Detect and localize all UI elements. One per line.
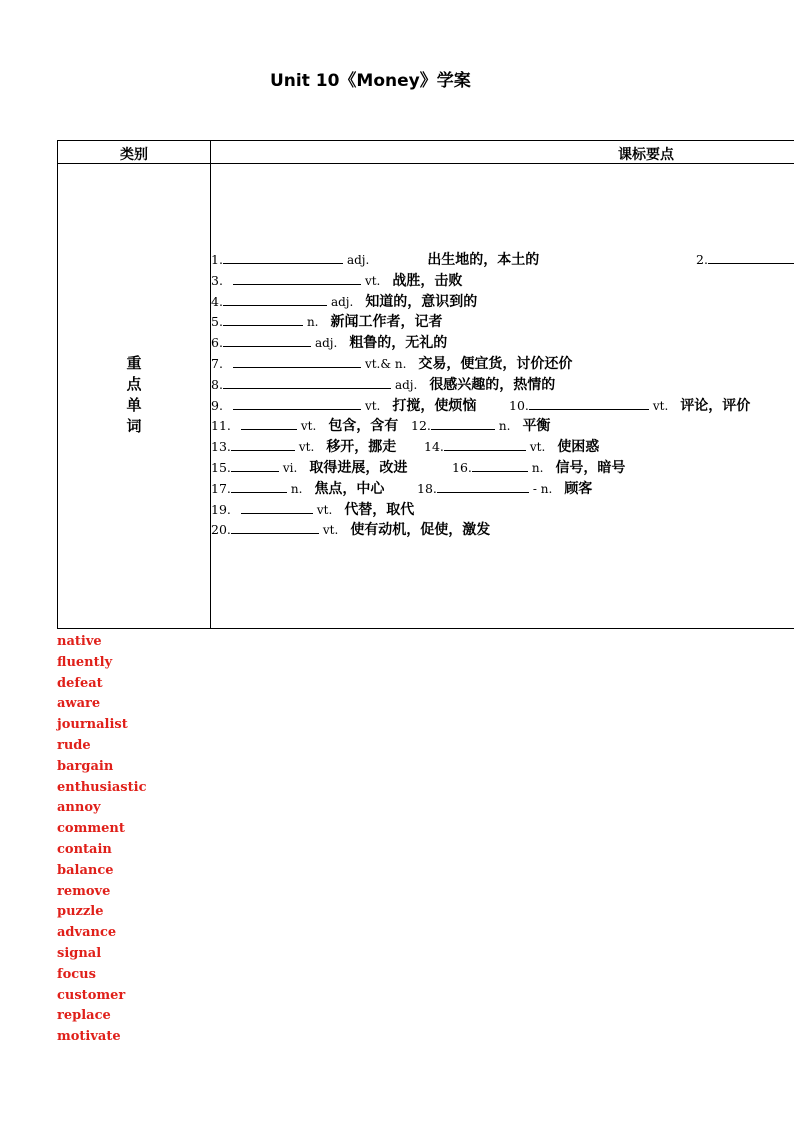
item-number: 1. (211, 252, 223, 267)
chinese-meaning: 包含，含有 (328, 418, 399, 435)
chinese-meaning: 焦点，中心 (314, 480, 385, 497)
vocab-item (211, 519, 490, 540)
vocab-item (696, 249, 794, 270)
answer-blank[interactable] (231, 478, 287, 493)
vocab-item (424, 436, 599, 457)
vocab-item (211, 478, 384, 499)
chinese-meaning: 平衡 (522, 418, 551, 435)
part-of-speech: vt. (322, 523, 339, 538)
item-number: 13. (211, 439, 231, 455)
category-char: 词 (126, 417, 142, 435)
header-category: 类别 (120, 147, 148, 163)
answer-blank[interactable] (241, 499, 313, 514)
chinese-meaning: 顾客 (564, 480, 593, 497)
chinese-meaning: 代替，取代 (344, 501, 415, 518)
answer-word: fluently (57, 654, 113, 670)
page-title: Unit 10《Money》学案 (270, 71, 471, 91)
vocab-item (211, 395, 476, 416)
part-of-speech: vt.& n. (364, 357, 407, 371)
category-char: 单 (126, 396, 142, 414)
vocab-item (452, 457, 625, 478)
answer-blank[interactable] (529, 395, 649, 410)
part-of-speech: vi. (282, 461, 298, 475)
answer-blank[interactable] (223, 332, 311, 347)
part-of-speech: vt. (300, 419, 317, 434)
item-number: 20. (211, 522, 231, 538)
chinese-meaning: 交易，便宜货，讨价还价 (418, 356, 573, 372)
answer-blank[interactable] (431, 415, 495, 430)
vocab-item (211, 374, 555, 395)
answer-word: puzzle (57, 904, 104, 920)
answer-blank[interactable] (233, 395, 361, 410)
answer-word: enthusiastic (57, 779, 147, 795)
vocab-item (211, 436, 396, 457)
item-number: 7. (211, 356, 223, 371)
answer-word: comment (57, 821, 125, 837)
vocab-item (211, 415, 398, 436)
answer-word: contain (57, 841, 112, 857)
answer-word: focus (57, 966, 96, 982)
item-number: 4. (211, 293, 223, 309)
answer-blank[interactable] (223, 291, 327, 306)
chinese-meaning: 使有动机，促使，激发 (350, 522, 491, 539)
part-of-speech: - n. (532, 481, 553, 496)
vocab-item (211, 291, 477, 312)
chinese-meaning: 移开，挪走 (326, 439, 397, 456)
part-of-speech: adj. (330, 294, 354, 309)
chinese-meaning: 粗鲁的，无礼的 (349, 335, 448, 352)
answer-word: motivate (57, 1029, 121, 1045)
item-number: 5. (211, 314, 223, 330)
answer-word: defeat (57, 675, 103, 691)
vocab-item (509, 395, 750, 416)
chinese-meaning: 知道的，意识到的 (365, 293, 478, 310)
answer-word: aware (57, 696, 101, 712)
category-char: 点 (126, 375, 142, 393)
answer-word: annoy (57, 800, 101, 816)
item-number: 12. (411, 418, 431, 434)
vocab-item (211, 353, 572, 374)
answer-blank[interactable] (231, 519, 319, 534)
header-key-points: 课标要点 (618, 147, 674, 163)
item-number: 18. (417, 480, 437, 496)
answer-blank[interactable] (444, 436, 526, 451)
item-number: 19. (211, 501, 231, 517)
vocab-item (211, 499, 414, 520)
part-of-speech: n. (531, 461, 544, 475)
vocab-item (211, 457, 407, 478)
answer-word: customer (57, 987, 126, 1003)
answer-blank[interactable] (472, 457, 528, 472)
answer-blank[interactable] (233, 353, 361, 368)
item-number: 14. (424, 439, 444, 455)
part-of-speech: vt. (298, 440, 315, 455)
answer-key (57, 632, 147, 1048)
answer-blank[interactable] (223, 374, 391, 389)
item-number: 6. (211, 335, 223, 351)
answer-word: signal (57, 945, 102, 961)
chinese-meaning: 出生地的，本土的 (427, 252, 540, 268)
chinese-meaning: 取得进展，改进 (309, 460, 408, 476)
part-of-speech: vt. (364, 273, 381, 288)
item-number: 3. (211, 272, 223, 288)
answer-word: native (57, 634, 102, 649)
item-number: 17. (211, 480, 231, 496)
answer-word: replace (57, 1008, 111, 1024)
chinese-meaning: 战胜，击败 (392, 272, 463, 289)
category-char: 重 (126, 354, 142, 372)
part-of-speech: adj. (346, 253, 370, 267)
answer-word: bargain (57, 758, 114, 774)
part-of-speech: vt. (316, 502, 333, 517)
part-of-speech: n. (290, 481, 303, 496)
item-number: 11. (211, 418, 231, 434)
answer-blank[interactable] (223, 249, 343, 264)
vocab-item (211, 332, 447, 353)
item-number: 9. (211, 397, 223, 413)
answer-blank[interactable] (231, 457, 279, 472)
answer-blank[interactable] (223, 311, 303, 326)
category-key-words (58, 353, 210, 437)
part-of-speech: vt. (529, 440, 546, 455)
item-number: 16. (452, 460, 472, 475)
vocab-item (411, 415, 550, 436)
worksheet-table (57, 140, 794, 629)
vocab-item (211, 311, 442, 332)
part-of-speech: adj. (394, 377, 418, 392)
answer-blank[interactable] (233, 270, 361, 285)
answer-blank[interactable] (437, 478, 529, 493)
answer-word: rude (57, 737, 91, 753)
chinese-meaning: 使困惑 (557, 439, 600, 456)
answer-word: advance (57, 925, 117, 941)
part-of-speech: n. (498, 419, 511, 434)
answer-word: remove (57, 883, 111, 899)
chinese-meaning: 信号，暗号 (555, 460, 626, 476)
answer-word: journalist (57, 717, 128, 733)
vocab-item (417, 478, 592, 499)
vocab-item (211, 249, 539, 270)
chinese-meaning: 新闻工作者，记者 (330, 314, 443, 331)
part-of-speech: adj. (314, 336, 338, 351)
answer-blank[interactable] (231, 436, 295, 451)
item-number: 15. (211, 460, 231, 475)
item-number: 10. (509, 397, 529, 413)
item-number: 8. (211, 376, 223, 392)
part-of-speech: vt. (652, 398, 669, 413)
vocab-item (211, 270, 462, 291)
chinese-meaning: 评论，评价 (680, 397, 751, 414)
part-of-speech: vt. (364, 398, 381, 413)
answer-blank[interactable] (241, 415, 297, 430)
chinese-meaning: 打搅，使烦恼 (392, 397, 477, 414)
answer-blank[interactable] (708, 249, 794, 264)
chinese-meaning: 很感兴趣的，热情的 (429, 376, 556, 393)
item-number: 2. (696, 252, 708, 267)
part-of-speech: n. (306, 315, 319, 330)
answer-word: balance (57, 862, 114, 878)
